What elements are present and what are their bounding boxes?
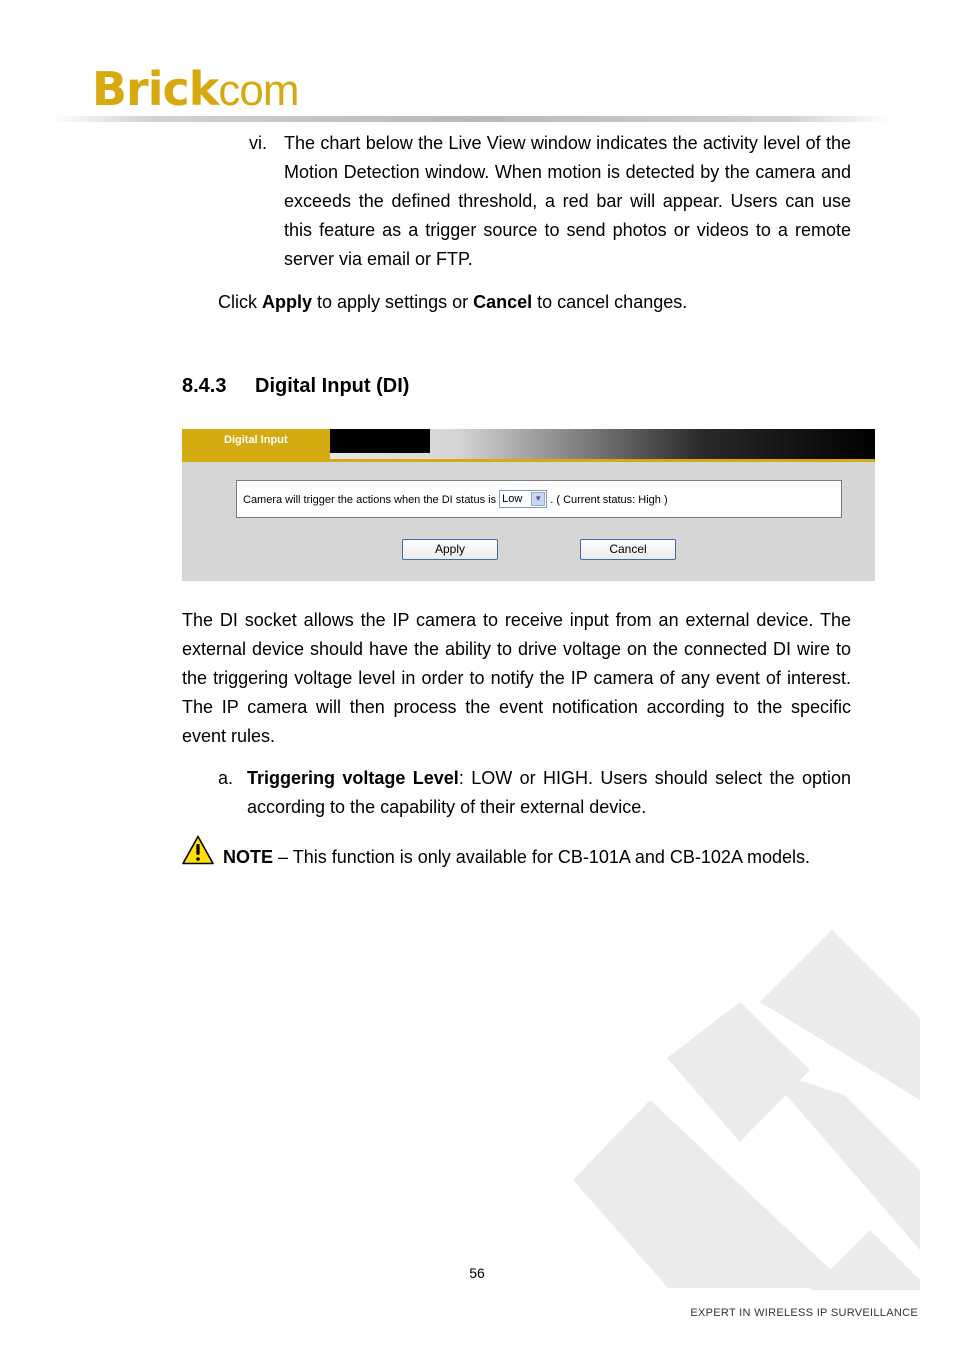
current-status-text: . ( Current status: High ) bbox=[550, 494, 668, 506]
cancel-button[interactable]: Cancel bbox=[580, 539, 676, 560]
list-item-vi-text: The chart below the Live View window indicates the activity level of the Motion Detection window. When motion is detected by the camera and exceeds the defined threshold, a red bar will appear. Users can use this feature as a trigger source to send photos or videos to a remote server via email or FTP. bbox=[284, 133, 851, 269]
section-number: 8.4.3 bbox=[182, 375, 227, 397]
note-body: – This function is only available for CB-101A and CB-102A models. bbox=[273, 847, 810, 867]
logo-light-text: com bbox=[218, 66, 299, 115]
note-text bbox=[223, 843, 810, 872]
di-description-paragraph: The DI socket allows the IP camera to receive input from an external device. The external device should have the ability to drive voltage on the connected DI wire to the triggering voltage level in order to notify the IP camera of any event of interest. The IP camera will then process the event notification according to the specific event rules. bbox=[182, 610, 851, 746]
section-heading bbox=[182, 375, 409, 398]
item-a-body: : LOW or HIGH. Users should select the option according to the capability of their external device. bbox=[247, 768, 851, 817]
item-a-bold: Triggering voltage Level bbox=[247, 768, 459, 788]
list-marker-vi: vi. bbox=[249, 133, 267, 153]
footer-tagline: EXPERT IN WIRELESS IP SURVEILLANCE bbox=[690, 1307, 918, 1319]
click-mid: to apply settings or bbox=[312, 292, 474, 312]
di-status-select[interactable] bbox=[499, 490, 547, 508]
click-pre: Click bbox=[218, 292, 262, 312]
chevron-down-icon[interactable]: ▼ bbox=[531, 492, 545, 506]
panel-header-rule bbox=[182, 459, 875, 462]
di-status-box bbox=[236, 480, 842, 518]
tab-digital-input[interactable]: Digital Input bbox=[182, 429, 330, 459]
click-apply-line bbox=[218, 288, 687, 317]
header-divider bbox=[50, 116, 890, 122]
page-number: 56 bbox=[469, 1265, 485, 1281]
list-marker-a: a. bbox=[218, 768, 234, 788]
click-cancel-word: Cancel bbox=[473, 292, 533, 312]
logo-bold-text: Brick bbox=[92, 62, 219, 116]
digital-input-panel bbox=[182, 429, 875, 581]
brickcom-watermark bbox=[560, 900, 920, 1290]
apply-button[interactable]: Apply bbox=[402, 539, 498, 560]
di-status-label: Camera will trigger the actions when the DI status is bbox=[243, 494, 497, 506]
click-apply-word: Apply bbox=[262, 292, 313, 312]
list-item-a-text bbox=[247, 764, 851, 822]
brickcom-logo bbox=[92, 62, 299, 116]
di-status-selected: Low bbox=[502, 492, 523, 505]
warning-triangle-icon bbox=[182, 835, 214, 865]
note-label: NOTE bbox=[223, 847, 274, 867]
click-post: to cancel changes. bbox=[532, 292, 688, 312]
panel-header-dark bbox=[330, 429, 430, 453]
section-title: Digital Input (DI) bbox=[255, 375, 410, 397]
